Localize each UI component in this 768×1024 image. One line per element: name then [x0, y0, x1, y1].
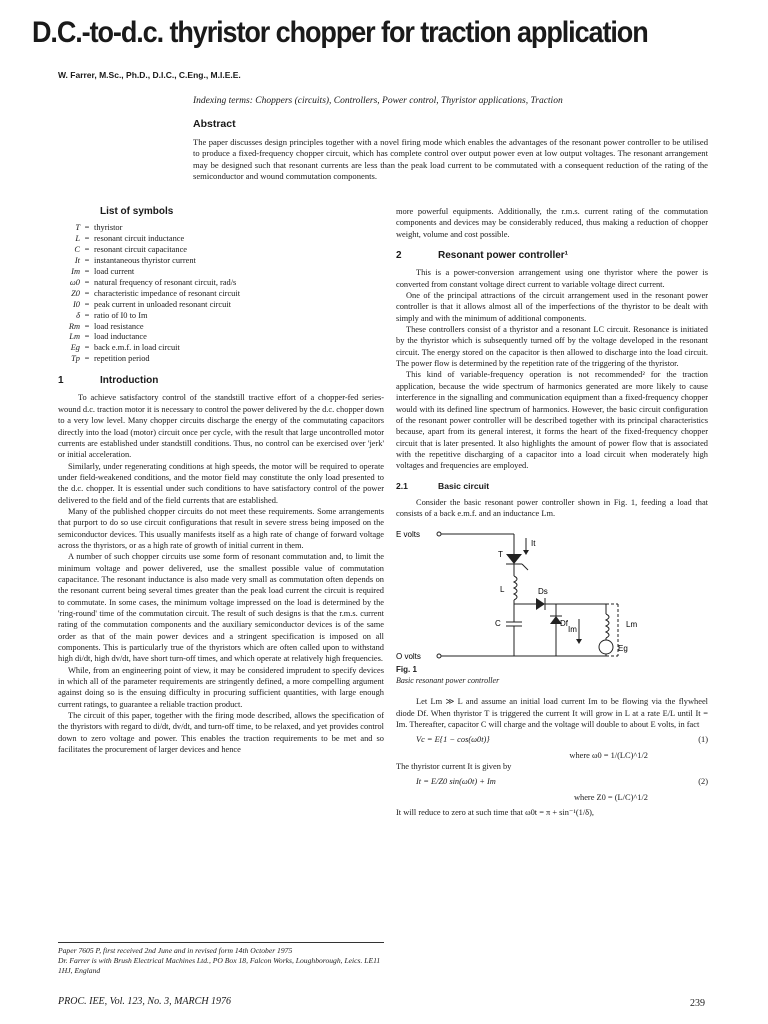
label-l: L: [500, 584, 505, 594]
symbol: C: [74, 245, 80, 255]
paragraph: Consider the basic resonant power controller shown in Fig. 1, feeding a load that consists of a back e.m.f. and an inductance Lm.: [396, 497, 708, 519]
label-evolts: E volts: [396, 529, 421, 539]
abstract-heading: Abstract: [193, 118, 236, 130]
page-number: 239: [690, 998, 705, 1009]
paragraph: It will reduce to zero at such time that ω0t = π + sin⁻¹(1/δ),: [396, 808, 594, 818]
label-im: Im: [568, 624, 577, 634]
paragraph: The thyristor current It is given by: [396, 762, 512, 771]
subsection-heading: 2.1 Basic circuit: [396, 480, 490, 491]
equation-2-where: where Z0 = (L/C)^1/2: [573, 792, 648, 802]
symbol-row: ω0 = natural frequency of resonant circuit, rad/s: [58, 278, 384, 289]
symbol-desc: peak current in unloaded resonant circuit: [94, 299, 231, 309]
label-eg: Eg: [618, 643, 628, 653]
symbol: Eg: [70, 343, 80, 353]
paragraph: While, from an engineering point of view, it may be considered imprudent to specify devices in which all of the parameter requirements are stringently defined, a more compelling argument against doing so is the ensuing difficulty in procuring sufficient quantities, with large enough current ratings, to guarantee a reliable traction product.: [58, 665, 384, 709]
paragraph: The circuit of this paper, together with the firing mode described, allows the specification of the thyristors with regard to di/dt, dv/dt, and turn-off time, to be relaxed, and yet provides control down to zero voltage and power. This enables the traction requirements to be met and so facilitates the procurement of larger devices and hence: [58, 711, 384, 755]
symbol-row: Eg = back e.m.f. in load circuit: [58, 343, 384, 354]
paragraph: A number of such chopper circuits use some form of resonant commutation and, to limit the minimum voltage and power delivered, use the smallest possible value of commutation capacitance. The resonant inductance is also made very small as commutation often depends on the resonant current being several times greater than the peak load current the circuit is required to commutate. In some cases, the minimum voltage impressed on the load is determined by the 'ring-round' time of the commutation circuit. The result of such designs is that the r.m.s. current rating of the commutation components and the auxiliary semiconductor devices is of the same order as that of the main power devices and a stringent specification is imposed on all components. This is particularly true of the thyristors which are often called upon to withstand high di/dt, high dv/dt, have short turn-off times, and which operate at relatively high frequencies.: [58, 552, 384, 664]
equation-1-where: where ω0 = 1/(LC)^1/2: [569, 750, 648, 760]
symbol-desc: resonant circuit inductance: [94, 234, 185, 244]
symbol-desc: instantaneous thyristor current: [94, 256, 196, 266]
symbol: T: [75, 223, 80, 233]
symbols-list: [58, 223, 384, 365]
symbol-row: C = resonant circuit capacitance: [58, 245, 384, 256]
paper-title: D.C.-to-d.c. thyristor chopper for traction application: [32, 16, 648, 49]
symbol-desc: load inductance: [94, 332, 147, 342]
symbols-heading: List of symbols: [100, 206, 174, 217]
abstract-text: The paper discusses design principles together with a novel firing mode which enables the advantages of the resonant power controller to be utilised to produce a fixed-frequency chopper circuit, which has complete control over output power even at low output voltages. The resonant arrangement may be designed such that resonant currents are less than the peak load current to be commutated with a consequent reduction of the rating of the semiconductor and wound commutation components.: [193, 137, 708, 181]
symbol-desc: characteristic impedance of resonant circuit: [94, 288, 241, 298]
symbol-desc: resonant circuit capacitance: [94, 245, 188, 255]
journal-reference: PROC. IEE, Vol. 123, No. 3, MARCH 1976: [58, 996, 232, 1007]
symbol: ω0: [69, 277, 80, 287]
symbol-row: It = instantaneous thyristor current: [58, 256, 384, 267]
label-c: C: [495, 618, 501, 628]
symbol: Z0: [71, 288, 80, 298]
paragraph: To achieve satisfactory control of the standstill tractive effort of a chopper-fed series-wound d.c. traction motor it is necessary to control the power delivered by the d.c. chopper down to a very low level. Many chopper circuits discharge the energy of the commutating capacitors directly into the load (motor) circuit once per cycle, with the result that large uncontrolled motor currents are established under standstill conditions. Thus, no control can be exercised over 'jerk' or initial acceleration.: [58, 393, 384, 460]
circuit-diagram: [396, 524, 708, 664]
symbol-row: Im = load current: [58, 267, 384, 278]
label-ds: Ds: [538, 586, 548, 596]
symbol-desc: natural frequency of resonant circuit, rad/s: [94, 277, 237, 287]
indexing-terms: Indexing terms: Choppers (circuits), Controllers, Power control, Thyristor applications, Traction: [193, 96, 563, 106]
equation-1: Vc = E{1 − cos(ω0t)} (1): [416, 735, 708, 745]
label-it: It: [531, 538, 536, 548]
symbol-row: I0 = peak current in unloaded resonant circuit: [58, 300, 384, 311]
symbol: It: [74, 256, 80, 266]
symbol-desc: ratio of I0 to Im: [94, 310, 148, 320]
footnote: Paper 7605 P, first received 2nd June and in revised form 14th October 1975 Dr. Farrer is with Brush Electrical Machines Ltd., PO Box 18, Falcon Works, Loughborough, Leics. LE11 1HJ, England: [58, 942, 384, 976]
left-column: [58, 206, 384, 755]
circuit-figure: [396, 524, 708, 664]
symbol-row: Lm = load inductance: [58, 332, 384, 343]
symbol: Im: [71, 266, 80, 276]
symbol-row: δ = ratio of I0 to Im: [58, 311, 384, 322]
symbol-row: T = thyristor: [58, 223, 384, 234]
paragraph: Many of the published chopper circuits do not meet these requirements. Some arrangements that purport to do so use circuit configurations that result in severe stress being imposed on the semiconductor devices. This usually manifests itself as a high rate of change of forward voltage across the thyristors, or as a high rate of growth of initial current in them.: [58, 506, 384, 550]
symbol-desc: repetition period: [94, 354, 150, 364]
paragraph: Similarly, under regenerating conditions at high speeds, the motor will be required to operate under field-weakened conditions, and the motor field may constitute the only load presented to the d.c. chopper. It is essential under such conditions to have satisfactory control of the power delivered to the field and of the field currents that are established.: [58, 461, 384, 505]
right-column: [396, 206, 708, 818]
equation-2: It = E/Z0 sin(ω0t) + Im (2): [416, 777, 708, 787]
label-t: T: [498, 549, 503, 559]
label-ovolts: O volts: [396, 651, 421, 661]
symbol: I0: [73, 299, 80, 309]
section-heading: 2 Resonant power controller¹: [396, 250, 569, 262]
label-lm: Lm: [626, 619, 638, 629]
paragraph: One of the principal attractions of the circuit arrangement used in the resonant power controller is that it allows almost all of the imperfections of the thyristor to be dealt with simply and with the minimum of additional components.: [396, 291, 708, 323]
author-line: W. Farrer, M.Sc., Ph.D., D.I.C., C.Eng., M.I.E.E.: [58, 70, 241, 80]
figure-label: Fig. 1: [396, 664, 417, 674]
symbol: Lm: [69, 332, 80, 342]
symbol-desc: load resistance: [94, 321, 144, 331]
symbol-row: Z0 = characteristic impedance of resonant circuit: [58, 289, 384, 300]
paragraph: This kind of variable-frequency operation is not recommended² for the traction application, because the wide spectrum of harmonics generated are more likely to cause interference in the signalling and communication equipment than a fixed-frequency chopper would with its defined line spectrum of harmonics. However, the basic circuit configuration of the resonant power controller will be described together with its principal characteristics because, apart from its general interest, it forms the heart of the fixed-frequency chopper circuit that is later presented. It also highlights the amount of power flow that is associated with the repetitive discharging of a capacitor into a load circuit when moderately high voltages and frequencies are employed.: [396, 370, 708, 471]
symbol-row: Rm = load resistance: [58, 322, 384, 333]
symbol: Rm: [68, 321, 80, 331]
paragraph: These controllers consist of a thyristor and a resonant LC circuit. Resonance is initiated by the thyristor which is subsequently turned off by the voltage developed in the resonant circuit. The energy stored on the capacitor is then allowed to discharge into the load circuit. The power flow is determined by the repetition rate of the triggering of the thyristor.: [396, 325, 708, 369]
symbol: Tp: [71, 354, 80, 364]
paragraph: more powerful equipments. Additionally, the r.m.s. current rating of the commutation components and devices may be considerably reduced, thus making a reduction of chopper weight, volume and cost possible.: [396, 207, 708, 239]
figure-caption-text: Basic resonant power controller: [396, 675, 500, 685]
symbol-desc: thyristor: [94, 223, 123, 233]
paragraph: This is a power-conversion arrangement using one thyristor where the power is converted from constant voltage direct current to variable voltage direct current.: [396, 268, 708, 289]
figure-caption: [396, 664, 708, 687]
symbol-row: Tp = repetition period: [58, 354, 384, 365]
section-heading: 1 Introduction: [58, 375, 159, 387]
symbol-row: L = resonant circuit inductance: [58, 234, 384, 245]
label-df: Df: [560, 618, 568, 628]
symbol-desc: load current: [94, 266, 135, 276]
symbol-desc: back e.m.f. in load circuit: [94, 343, 180, 353]
paragraph: Let Lm ≫ L and assume an initial load current Im to be flowing via the flywheel diode Df. When thyristor T is triggered the current It will grow in L at a rate E/L until It = Im. Thereafter, capacitor C will charge and the voltage will double to about E volts, in fact: [396, 697, 708, 729]
symbol: L: [75, 234, 80, 244]
symbol: δ: [76, 310, 80, 320]
